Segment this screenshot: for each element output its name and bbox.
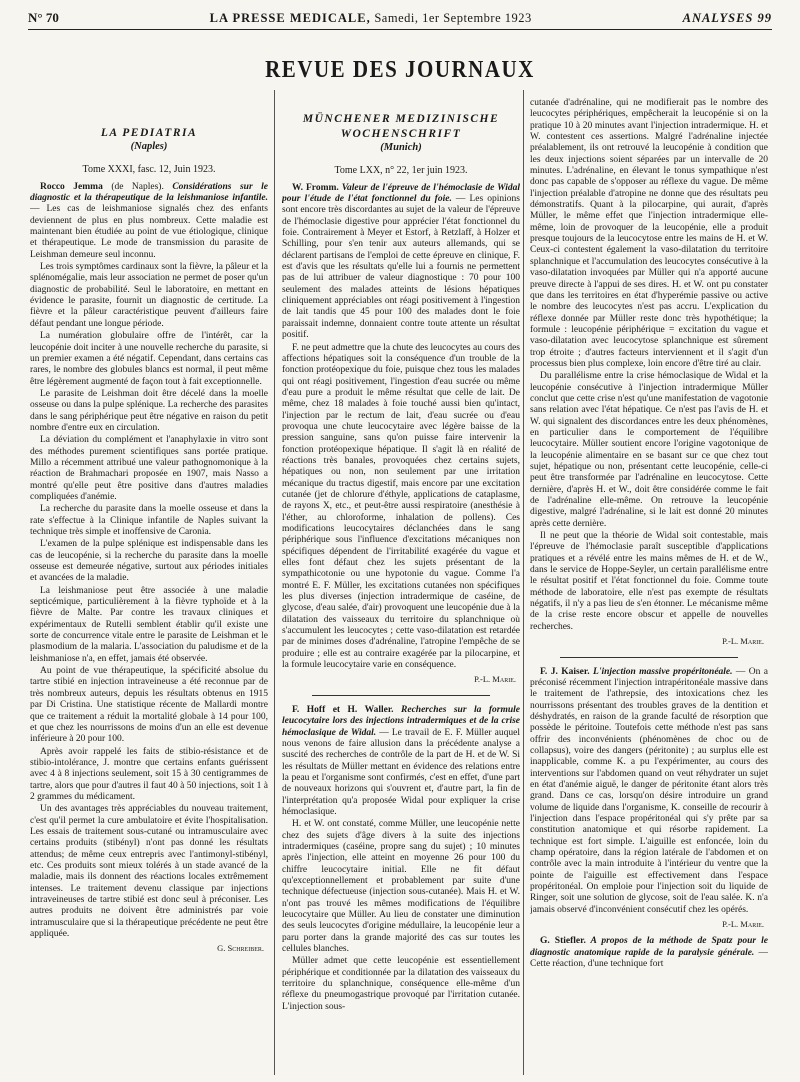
article-paragraph: L'examen de la pulpe splénique est indispensable dans les cas de leucopénie, si la recherche du parasite dans la moelle osseuse est demeurée négative, surtout aux périodes initiales et avancées de la maladie. — [30, 539, 268, 584]
journal-city: (Naples) — [130, 141, 168, 152]
article-paragraph: Après avoir rappelé les faits de stibio-résistance et de stibio-intolérance, J. montre que certains enfants guérissent avec 4 à 8 injections seulement, soit 15 à 30 centigrammes de tartre, alors que pour d'autres il faut 40 à 50 injections, soit 1 à 2 grammes du médicament. — [30, 746, 268, 802]
article-divider — [560, 657, 738, 658]
article-title: L'injection massive propéritonéale. — [589, 666, 733, 677]
article-title: Recherches sur la formule leucocytaire lors des injections intradermiques et de la crise hémoclasique de Widal. — [282, 704, 520, 738]
article-author: Rocco Jemma — [40, 181, 103, 192]
issue-reference: Tome XXXI, fasc. 12, Juin 1923. — [82, 164, 216, 176]
header-title — [210, 11, 532, 26]
column-3 — [530, 98, 768, 1076]
article-divider — [312, 695, 490, 696]
running-header — [28, 8, 772, 30]
column-rule — [274, 90, 275, 1075]
article-paragraph: G. Stiefler. A propos de la méthode de Spatz pour le diagnostic anatomique rapide de la paralysie générale. — Cette réaction, d'une technique fort — [530, 936, 768, 970]
article-paragraph: Un des avantages très appréciables du nouveau traitement, c'est qu'il permet la cure ambulatoire et évite l'hospitalisation. Les essais de traitement sous-cutané ou intramusculaire avec certains produits (stibényl) n'ont pas donné les résultats attendus; de même ceux entrepris avec l'antimonyl-stibényl, etc. Ces produits sont mieux tolérés à un stade avancé de la maladie, mais ils donnent des réactions locales extrêmement intenses. Le traitement devenu classique par injections intraveineuses de tartre stibié est donc seul à préconiser. Les autres produits ne doivent être administrés par voie intramusculaire que si la thérapeutique précédente ne peut être appliquée. — [30, 804, 268, 940]
reviewer-signature: P.-L. Marie. — [722, 636, 764, 647]
section-page: ANALYSES 99 — [682, 11, 772, 25]
article-paragraph: F. ne peut admettre que la chute des leucocytes au cours des affections hépatiques soit la conséquence d'un trouble de la fonction protéopexique du foie, puisque chez tous les malades qui ont réagi positivement, l'ingestion d'eau sucrée ou même d'eau pure a produit le même résultat que celle de lait. De même, chez 18 malades à foie touché aussi bien qu'intact, l'injection par le rectum de lait, d'eau sucrée ou d'eau provoqua une chute leucocytaire avec légère baisse de la pression sanguine, sans qu'on puisse faire intervenir la fonction protéopexique hépatique. Il s'agit là en réalité de réactions très banales, provoquées chez certains sujets, hépatiques ou non, non seulement par une irritation mécanique du tractus digestif, mais encore par une excitation cutanée (jet de chlorure d'éthyle, applications de cataplasme, de rayons X, etc., et peut-être aussi respiratoire (anesthésie à l'éther, au chloroforme, inhalation de pollens). Ces modifications leucocytaires déclanchées dans le sang périphérique sous l'influence d'excitations mécaniques non spécifiques dépendent de l'irritabilité exagérée du vague et elles font défaut chez les sujets présentant de la sympathicotonie ou une hypotonie du vague. Comme l'a montré E. F. Müller, les excitations cutanées non spécifiques les plus diverses (injection intradermique de caséine, de glycose, d'eau salée, d'air) provoquent une leucopénie due à la dilatation des vaisseaux du territoire du splanchnique où s'accumulent les leucocytes ; cette vaso-dilatation est retardée par de minimes doses d'adrénaline, l'atropine l'empêche de se produire ; elle est au contraire exagérée par la pilocarpine, et la formule leucocytaire varie en conséquence. — [282, 342, 520, 671]
article-paragraph: F. J. Kaiser. L'injection massive propéritonéale. — On a préconisé récemment l'injection intrapéritonéale massive dans le traitement de l'athrepsie, des intoxications chez les nourrissons présentant des troubles graves de la dentition et déshydratés, en raison de la grande faculté de résorption que possède le péritoine. Toutefois cette méthode n'est pas sans offrir des inconvénients (phénomènes de choc ou de collapsus), voire des dangers (péritonite) ; au surplus elle est inapplicable, comme K. a pu l'expérimenter, au cours des interventions sur l'abdomen quand on veut réhydrater un sujet en état d'anémie aiguë, le danger de péritonite étant alors très grand. Dans ce cas, lorsqu'on désire introduire un grand volume de liquide dans l'organisme, K. conseille de recourir à l'injection dans l'espace propéritonéal qui s'y prête par sa constitution anatomique et qui résorbe rapidement. La technique est fort simple. L'aiguille est enfoncée, loin du champ opératoire, dans la région latérale de l'abdomen et on contrôle avec la main introduite à l'intérieur du ventre que la pointe de l'aiguille est effectivement dans l'espace propéritonéal. On emploie pour l'injection soit du liquide de Ringer, soit une solution de glycose, soit de l'eau salée. K. n'a jamais observé d'inconvénient consécutif chez les opérés. — [530, 666, 768, 915]
article-paragraph: Il ne peut que la théorie de Widal soit contestable, mais l'épreuve de l'hémoclasie paraît susceptible d'applications pratiques et a révélé entre les mains mêmes de H. et de W., dans le service de Hoppe-Seyler, un certain parallélisme entre le résultat positif et l'état fonctionnel du foie. Comme toute méthode de laboratoire, elle n'est pas exempte de résultats négatifs, il n'y a pas lieu de s'en étonner. Le mécanisme même de la crise reste encore obscur et appelle de nouvelles recherches. — [530, 531, 768, 632]
column-2 — [282, 98, 520, 1076]
article-title: A propos de la méthode de Spatz pour le diagnostic anatomique rapide de la paralysie générale. — [530, 936, 768, 958]
journal-heading: WOCHENSCHRIFT — [340, 128, 462, 140]
article-author: G. Stiefler. — [540, 936, 586, 947]
issue-date: Samedi, 1er Septembre 1923 — [374, 11, 532, 25]
column-1 — [30, 98, 268, 1076]
section-title: REVUE DES JOURNAUX — [265, 55, 535, 83]
article-author: W. Fromm. — [292, 182, 339, 193]
article-paragraph: F. Hoff et H. Waller. Recherches sur la formule leucocytaire lors des injections intradermiques et de la crise hémoclasique de Widal. — Le travail de E. F. Müller auquel nous venons de faire allusion dans la précédente analyse a suscité des recherches de contrôle de la part de H. et de W. Si les résultats de Müller mettant en évidence des relations entre la peau et l'organisme sont confirmés, c'est en effet, d'une part de nouveaux horizons qui s'ouvrent et, d'autre part, la fin de l'interprétation qu'a proposée Widal pour expliquer la crise hémoclasique. — [282, 704, 520, 817]
article-paragraph: Les trois symptômes cardinaux sont la fièvre, la pâleur et la splénomégalie, mais leur association ne permet de poser qu'un diagnostic de probabilité. Seul le laboratoire, en mettant en évidence le parasite, fournit un diagnostic de certitude. La fièvre et la pâleur caractéristique peuvent d'ailleurs faire défaut pendant une longue période. — [30, 262, 268, 329]
issue-number: N° 70 — [28, 10, 59, 25]
journal-city: (Munich) — [380, 142, 422, 153]
article-paragraph: La recherche du parasite dans la moelle osseuse et dans la rate s'effectue à la Clinique infantile de Naples suivant la technique très simple et inoffensive de Caronia. — [30, 504, 268, 537]
article-paragraph: La leishmaniose peut être associée à une maladie septicémique, particulièrement à la fièvre typhoïde et à la fièvre de Malte. Par contre les travaux cliniques et expérimentaux de Rutelli semblent établir qu'il existe une sorte de concurrence vitale entre le parasite de Leishman et le plasmodium de la malaria. L'association du paludisme et de la leishmaniose n'a, en effet, jamais été observée. — [30, 585, 268, 664]
article-paragraph: La numération globulaire offre de l'intérêt, car la leucopénie doit inciter à une nouvelle recherche du parasite, si un premier examen a été négatif. Cependant, dans certains cas rares, le nombre des globules blancs est normal, il peut même être légèrement augmenté de façon tout à fait exceptionnelle. — [30, 331, 268, 387]
journal-heading: MÜNCHENER MEDIZINISCHE — [302, 113, 500, 125]
article-paragraph: H. et W. ont constaté, comme Müller, une leucopénie nette chez des sujets d'âge divers à la suite des injections intradermiques (caséine, propre sang du sujet) ; 10 minutes après l'injection, elle atteint en moyenne 26 pour 100 du chiffre leucocytaire initial. Elle ne fit défaut qu'exceptionnellement et probablement par suite d'une technique défectueuse (injection sous-cutanée). Mais H. et W. n'ont pas trouvé les mêmes modifications de l'équilibre leucocytaire que Müller. Au lieu de constater une diminution des seuls leucocytes d'origine médullaire, la leucopénie leur a paru porter dans la grande majorité des cas sur toutes les cellules blanches. — [282, 819, 520, 955]
reviewer-signature: P.-L. Marie. — [722, 919, 764, 930]
reviewer-signature: P.-L. Marie. — [474, 674, 516, 685]
article-paragraph: Le parasite de Leishman doit être décelé dans la moelle osseuse ou dans la pulpe splénique. La recherche des parasites dans le sang périphérique peut être négative en raison du petit nombre d'entre eux en circulation. — [30, 388, 268, 433]
article-title: Valeur de l'épreuve de l'hémoclasie de Widal pour l'étude de l'état fonctionnel du foie. — [282, 182, 520, 205]
article-paragraph: Du parallélisme entre la crise hémoclasique de Widal et la leucopénie consécutive à l'injection intradermique Müller conclut que cette crise n'est qu'une manifestation de vagotonie sans relation avec l'état hépatique. Ce n'est pas l'avis de H. et W. qui signalent des discordances entre les deux phénomènes, en particulier dans le comportement de l'équilibre leucocytaire. Müller soutient encore l'origine vagotonique de la leucopénie alimentaire en se basant sur ce que chez tout sujet, hépatique ou non, présentant cette leucopénie, celle-ci peut être transformée par l'adrénaline en leucocytose. Cette dernière, d'après H. et W., doit être considérée comme le fait de l'adrénaline elle-même. On retrouve la leucopénie digestive, malgré l'adrénaline, si le lait est donné 20 minutes après cette dernière. — [530, 371, 768, 529]
article-paragraph: W. Fromm. Valeur de l'épreuve de l'hémoclasie de Widal pour l'étude de l'état fonctionnel du foie. — Les opinions sont encore très discordantes au sujet de la valeur de l'épreuve de l'hémoclasie digestive pour apprécier l'état fonctionnel du foie. Contrairement à Meyer et Estorf, à Retzlaff, à Holzer et Schilling, pour s'en tenir aux auteurs allemands, qui se déclarent partisans de l'emploi de cette épreuve en clinique, F. est d'avis que les résultats qu'elle lui a fournis ne permettent pas de lui attribuer de valeur diagnostique : 70 pour 100 seulement des malades atteints de lésions hépatiques cliniquement appréciables ont réagi positivement à l'ingestion de lait tandis que 45 pour 100 des malades dont le foie paraissait indemne, donnaient contre toute attente un résultat positif. — [282, 182, 520, 341]
article-paragraph: Müller admet que cette leucopénie est essentiellement périphérique et conditionnée par la dilatation des vaisseaux du territoire du splanchnique, conséquence elle-même d'un réflexe du pneumogastrique provoqué par l'irritation cutanée. L'injection sous- — [282, 956, 520, 1012]
article-paragraph: Au point de vue thérapeutique, la spécificité absolue du tartre stibié en injection intraveineuse a été reconnue par de très nombreux auteurs, depuis les résultats obtenus en 1915 par Di Cristina. Une statistique récente de Mallardi montre que ce traitement a réduit la mortalité globale à 14 pour 100, et que chez les nourrissons de moins d'un an elle est devenue inférieure à 20 pour 100. — [30, 666, 268, 745]
article-paragraph: Rocco Jemma (de Naples). Considérations sur le diagnostic et la thérapeutique de la leishmaniose infantile. — Les cas de leishmaniose signalés chez des enfants deviennent de plus en plus nombreux. Cette maladie est maintenant bien étudiée au point de vue étiologique, clinique et thérapeutique. Le mode de transmission du parasite de Leishman demeure seul inconnu. — [30, 181, 268, 260]
article-author: F. Hoff et H. Waller. — [292, 704, 394, 715]
article-paragraph: La déviation du complément et l'anaphylaxie in vitro sont des méthodes purement scientifiques sans portée pratique. Millo a récemment attribué une valeur pathognomonique à la réaction de Brahmachari proposée en 1907, mais Nasso a montré qu'elle peut être positive dans d'autres maladies compliquées d'anémie. — [30, 435, 268, 502]
article-paragraph: cutanée d'adrénaline, qui ne modifierait pas le nombre des leucocytes périphériques, empêcherait la leucopénie si on la pratique 10 à 20 minutes avant l'injection intradermique. H. et W. contestent ces assertions. Malgré l'adrénaline injectée préalablement, ils ont retrouvé la leucopénie à condition que les deux injections soient séparées par un intervalle de 20 minutes. L'adrénaline, en élevant le tonus sympathique n'est donc pas capable de s'opposer au réflexe du vague. De même l'injection préalable d'atropine ne donne que des résultats peu démonstratifs. Quant à la pilocarpine, qui aurait, d'après Müller, le même effet que l'injection intradermique elle-même, loin de provoquer de la leucopénie, elle a produit presque toujours de la leucocytose entre les mains de H. et W. Ceux-ci contestent également la vaso-dilatation du territoire splanchnique et l'accumulation des leucocytes consécutive à la vaso-dilatation invoquées par Müller qui n'a apporté aucune preuve directe à l'appui de ses dires. H. et W. ont pu constater que dans les territoires en état d'hyperémie passive ou active le nombre des leucocytes n'est pas accru. L'explication du réflexe donnée par Müller reste donc très hypothétique; la formule : leucopénie périphérique = excitation du vague et vaso-dilatation avec leucocytose splanchnique est sûrement trop étroite ; d'autres facteurs interviennent et il s'agit d'un processus bien plus complexe, loin encore d'être tiré au clair. — [530, 98, 768, 369]
issue-reference: Tome LXX, n° 22, 1er juin 1923. — [334, 165, 468, 177]
reviewer-signature: G. Schreiber. — [217, 943, 264, 954]
column-rule — [523, 90, 524, 1075]
journal-name: LA PRESSE MEDICALE, — [209, 11, 371, 25]
article-author: F. J. Kaiser. — [540, 666, 590, 677]
journal-heading: LA PEDIATRIA — [100, 127, 198, 139]
article-title: Considérations sur le diagnostic et la thérapeutique de la leishmaniose infantile. — [30, 181, 268, 204]
